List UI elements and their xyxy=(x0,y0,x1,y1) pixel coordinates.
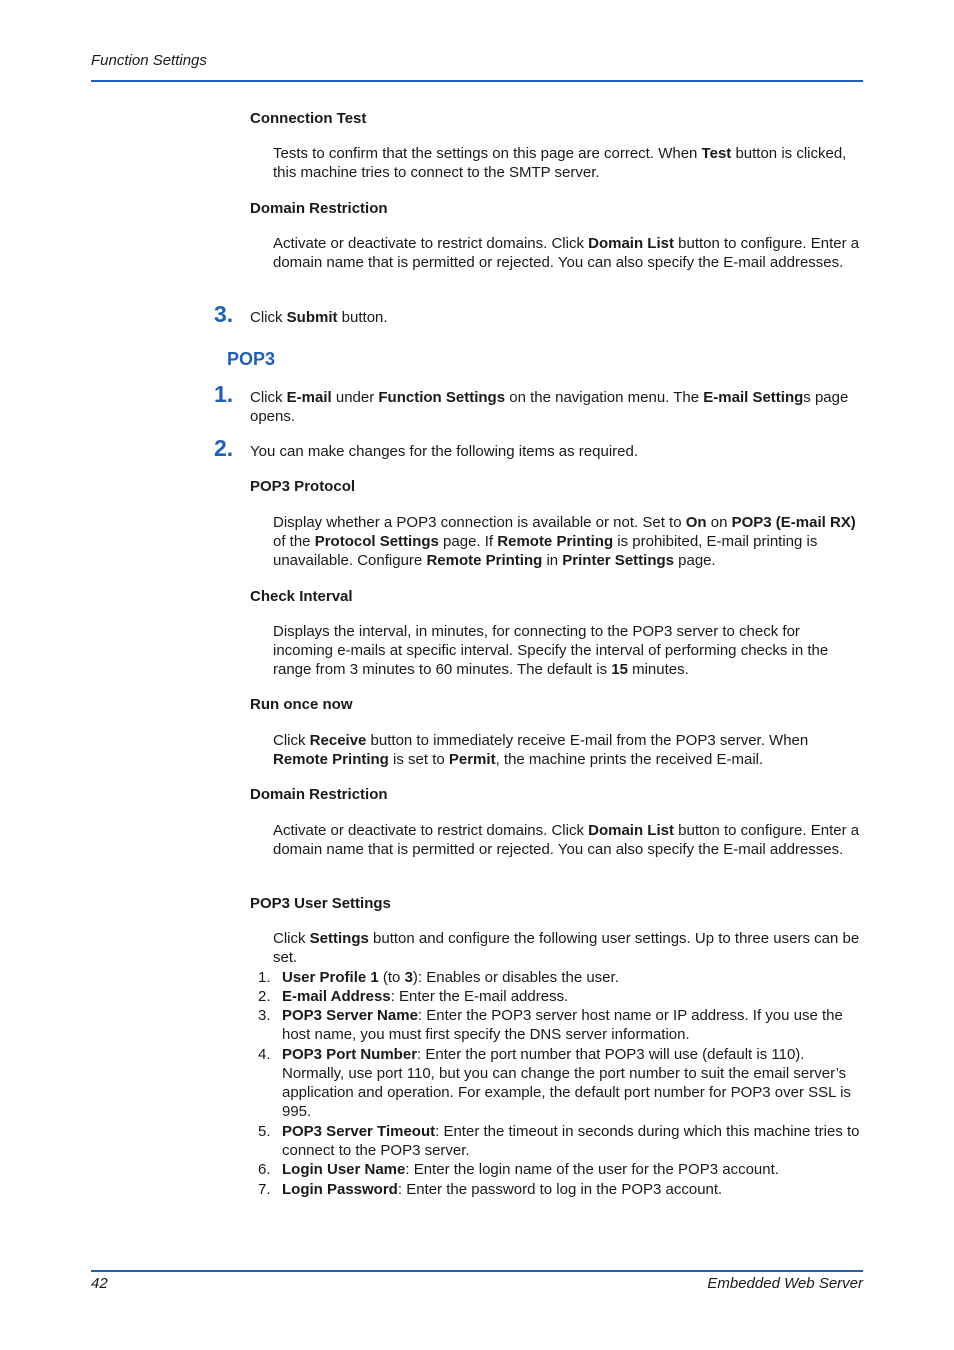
pop3-step-1-number: 1. xyxy=(214,381,234,407)
list-item-text: E-mail Address: Enter the E-mail address. xyxy=(282,988,569,1005)
pop3-step-1-text: Click E-mail under Function Settings on the navigation menu. The E-mail Settings page opens. xyxy=(250,389,849,425)
footer-doc-title: Embedded Web Server xyxy=(707,1275,863,1292)
smtp-domain-restriction-heading: Domain Restriction xyxy=(250,200,388,217)
pop3-step-2-text: You can make changes for the following items as required. xyxy=(250,443,639,460)
list-item-text: POP3 Port Number: Enter the port number that POP3 will use (default is 110). Normally, use port 110, but you can change the port number to suit the email server’s application and operation. For example, the default port number for POP3 over SSL is 995. xyxy=(282,1046,851,1120)
list-item-number: 2. xyxy=(258,988,271,1005)
list-item-number: 4. xyxy=(258,1046,271,1063)
page-number: 42 xyxy=(91,1275,108,1292)
step-3-number: 3. xyxy=(214,301,234,327)
footer-rule xyxy=(91,1270,863,1272)
run-once-now-description: Click Receive button to immediately receive E-mail from the POP3 server. When Remote Printing is set to Permit, the machine prints the received E-mail. xyxy=(273,732,809,768)
connection-test-description: Tests to confirm that the settings on this page are correct. When Test button is clicked, this machine tries to connect to the SMTP server. xyxy=(273,145,847,181)
pop3-step-2-number: 2. xyxy=(214,435,234,461)
connection-test-heading: Connection Test xyxy=(250,110,367,127)
pop3-user-settings-description: Click Settings button and configure the following user settings. Up to three users can be set. xyxy=(273,930,860,966)
check-interval-heading: Check Interval xyxy=(250,588,353,605)
list-item-text: Login User Name: Enter the login name of the user for the POP3 account. xyxy=(282,1161,779,1178)
pop3-domain-restriction-description: Activate or deactivate to restrict domains. Click Domain List button to configure. Enter a domain name that is permitted or rejected. You can also specify the E-mail addresses. xyxy=(273,822,860,858)
smtp-domain-restriction-description: Activate or deactivate to restrict domains. Click Domain List button to configure. Enter a domain name that is permitted or rejected. You can also specify the E-mail addresses. xyxy=(273,235,860,271)
pop3-domain-restriction-heading: Domain Restriction xyxy=(250,786,388,803)
list-item-text: POP3 Server Name: Enter the POP3 server host name or IP address. If you use the host name, you must first specify the DNS server information. xyxy=(282,1007,843,1043)
list-item-number: 3. xyxy=(258,1007,271,1024)
list-item-number: 1. xyxy=(258,969,271,986)
list-item-number: 7. xyxy=(258,1181,271,1198)
check-interval-description: Displays the interval, in minutes, for connecting to the POP3 server to check for incoming e-mails at specific interval. Specify the interval of performing checks in the range from 3 minutes to 60 minutes. The default is 15 minutes. xyxy=(273,623,829,678)
run-once-now-heading: Run once now xyxy=(250,696,353,713)
header-rule xyxy=(91,80,863,82)
list-item-number: 5. xyxy=(258,1123,271,1140)
step-3-text: Click Submit button. xyxy=(250,309,388,326)
list-item-number: 6. xyxy=(258,1161,271,1178)
list-item-text: Login Password: Enter the password to log in the POP3 account. xyxy=(282,1181,723,1198)
pop3-protocol-heading: POP3 Protocol xyxy=(250,478,356,495)
pop3-user-settings-heading: POP3 User Settings xyxy=(250,895,391,912)
list-item-text: POP3 Server Timeout: Enter the timeout in seconds during which this machine tries to connect to the POP3 server. xyxy=(282,1123,860,1159)
pop3-section-title: POP3 xyxy=(227,349,276,369)
running-header: Function Settings xyxy=(91,52,207,69)
list-item-text: User Profile 1 (to 3): Enables or disables the user. xyxy=(282,969,619,986)
pop3-protocol-description: Display whether a POP3 connection is available or not. Set to On on POP3 (E-mail RX) of the Protocol Settings page. If Remote Printing is prohibited, E-mail printing is unavailable. Configure Remote Printing in Printer Settings page. xyxy=(273,514,856,569)
